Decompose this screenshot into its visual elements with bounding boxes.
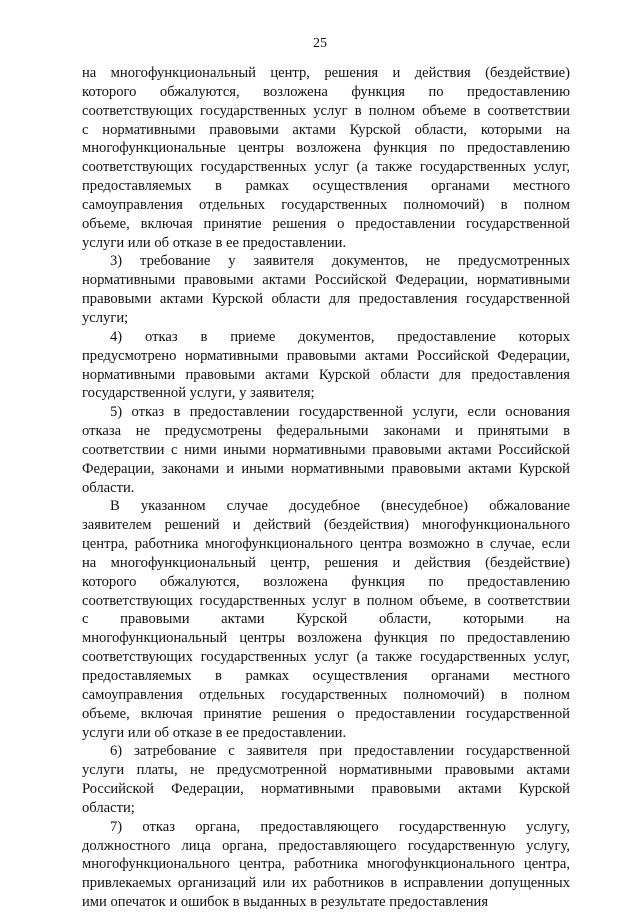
text-line: должностного лица органа, предоставляющего государственную услугу, [82, 837, 570, 854]
text-line: соответствующих государственных услуг в полном объеме в соответствии [82, 102, 570, 119]
text-line: услуги платы, не предусмотренной нормативными правовыми актами [82, 762, 570, 779]
text-line: нормативными правовыми актами Курской области для предоставления [82, 366, 570, 383]
document-body [82, 64, 570, 912]
text-line: самоуправления отдельных государственных полномочий) в полном [82, 196, 570, 213]
text-line: на многофункциональный центр, решения и действия (бездействие) [82, 554, 570, 571]
text-line: многофункциональный центры возложена функция по предоставлению [82, 630, 570, 647]
text-line: которого обжалуются, возложена функция по предоставлению [82, 573, 570, 590]
page-number: 25 [313, 36, 327, 51]
text-line: предусмотрено нормативными правовыми актами Российской Федерации, [82, 347, 570, 364]
text-line: заявителем решений и действий (бездействия) многофункционального [82, 517, 570, 534]
text-line: соответствующих государственных услуг (а также государственных услуг, [82, 649, 570, 666]
text-line: соответствии с ними иными нормативными правовыми актами Российской [82, 441, 570, 458]
text-line: 4) отказ в приеме документов, предоставление которых [110, 328, 570, 345]
text-line: центра, работника многофункционального центра возможно в случае, если [82, 536, 570, 553]
paragraph [82, 497, 570, 742]
paragraph [82, 818, 570, 912]
text-line: с правовыми актами Курской области, которыми на [82, 611, 570, 628]
text-line: области; [82, 799, 135, 816]
text-line: объеме, включая принятие решения о предоставлении государственной [82, 705, 570, 722]
text-line: ими опечаток и ошибок в выданных в результате предоставления [82, 894, 489, 911]
text-line: 7) отказ органа, предоставляющего государственную услугу, [110, 818, 570, 835]
text-line: многофункциональные центры возложена функция по предоставлению [82, 140, 570, 157]
text-line: соответствующих государственных услуг (а также государственных услуг, [82, 159, 570, 176]
text-line: области. [82, 479, 135, 496]
text-line: многофункционального центра, работника многофункционального центра, [82, 856, 570, 873]
text-line: государственной услуги, у заявителя; [82, 385, 315, 402]
text-line: предоставляемых в рамках осуществления органами местного [82, 668, 570, 684]
text-line: услуги; [82, 309, 129, 326]
paragraph [82, 64, 570, 252]
text-line: самоуправления отдельных государственных полномочий) в полном [82, 686, 570, 703]
text-line: отказа не предусмотрены федеральными законами и принятыми в [82, 423, 570, 440]
text-line: Федерации, законами и иными нормативными правовыми актами Курской [82, 460, 570, 477]
paragraph [82, 742, 570, 817]
text-line: услуги или об отказе в ее предоставлении. [82, 724, 347, 741]
text-line: услуги или об отказе в ее предоставлении. [82, 234, 347, 251]
paragraph [82, 328, 570, 403]
paragraph [82, 403, 570, 497]
text-line: на многофункциональный центр, решения и действия (бездействие) [82, 65, 570, 81]
text-line: правовыми актами Курской области для предоставления государственной [82, 291, 570, 308]
text-line: нормативными правовыми актами Российской Федерации, нормативными [82, 272, 570, 289]
text-line: которого обжалуются, возложена функция по предоставлению [82, 83, 570, 100]
text-line: объеме, включая принятие решения о предоставлении государственной [82, 215, 570, 232]
text-line: 6) затребование с заявителя при предоставлении государственной [110, 743, 570, 760]
text-line: предоставляемых в рамках осуществления органами местного [82, 178, 570, 195]
paragraph [82, 252, 570, 327]
text-line: В указанном случае досудебное (внесудебное) обжалование [110, 498, 570, 515]
text-line: привлекаемых организаций или их работников в исправлении допущенных [82, 875, 570, 892]
text-line: соответствующих государственных услуг в полном объеме, в соответствии [82, 592, 570, 609]
text-line: 5) отказ в предоставлении государственной услуги, если основания [110, 404, 570, 421]
text-line: с нормативными правовыми актами Курской области, которыми на [82, 121, 570, 138]
text-line: Российской Федерации, нормативными правовыми актами Курской [82, 781, 570, 798]
text-line: 3) требование у заявителя документов, не предусмотренных [110, 253, 570, 270]
